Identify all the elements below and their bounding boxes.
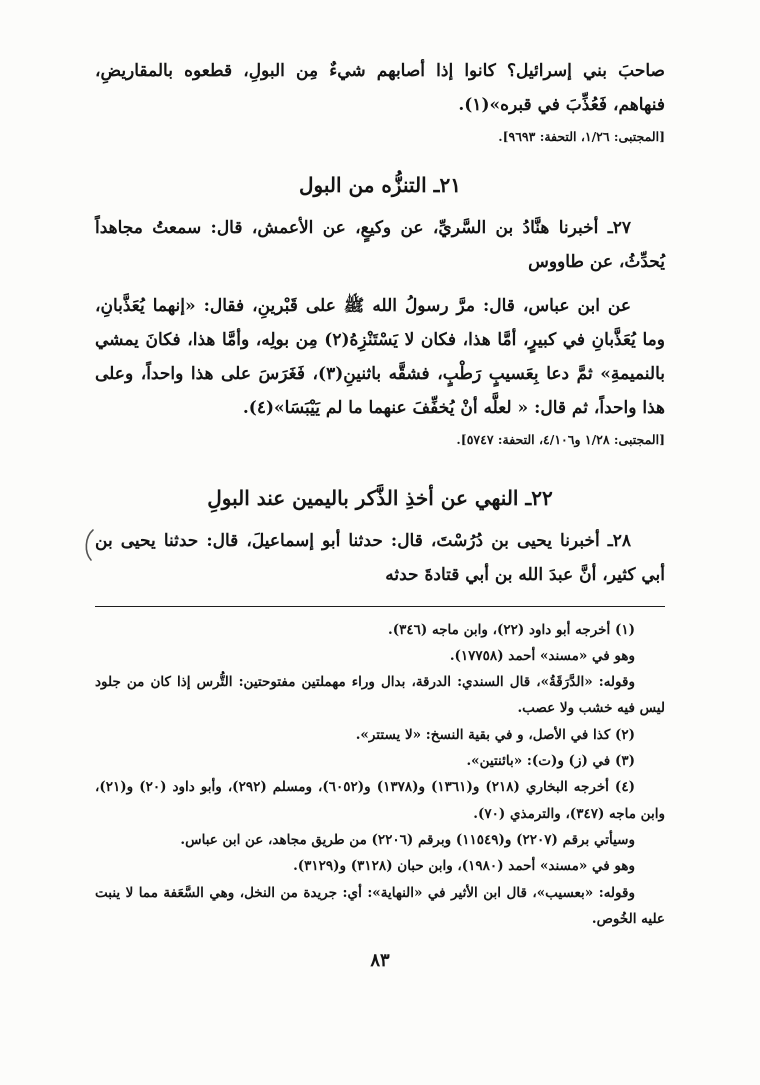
page-number: ٨٣ [370,950,390,972]
footnote-1-cont: وهو في «مسند» أحمد (١٧٧٥٨). [449,647,635,664]
footnote-3: (٣) في (ز) و(ت): «بائنتين». [466,753,635,770]
footnotes-block [95,606,665,933]
footnote-1: (١) أخرجه أبو داود (٢٢)، وابن ماجه (٣٤٦). [388,621,635,638]
pen-mark-icon [82,528,96,562]
hadith-28-isnad: ٢٨ـ أخبرنا يحيى بن دُرُسْتَ، قال: حدثنا أبو إسماعيلَ، قال: حدثنا يحيى بن أبي كثير، أنَّ عبدَ الله بن أبي قتادةَ حدثه [95,530,665,585]
reference-line: [المجتبى: ١/٢٦، التحفة: ٩٦٩٣]. [498,129,665,144]
footnote-2: (٢) كذا في الأصل، و في بقية النسخ: «لا يستتر». [355,726,635,743]
footnote-4-cont: وقوله: «بعسيب»، قال ابن الأثير في «النهاية»: أي: جريدة من النخل، وهي السَّعَفة مما لا ينبت عليه الخُوص. [95,884,665,927]
section-21-heading: ٢١ـ التنزُّه من البول [299,172,461,197]
footnote-4-cont: وهو في «مسند» أحمد (١٩٨٠)، وابن حبان (٣١٢٨) و(٣١٢٩). [293,858,635,875]
continued-paragraph: صاحبَ بني إسرائيل؟ كانوا إذا أصابهم شيءٌ مِن البولِ، قطعوه بالمقاريضِ، فنهاهم، فَعُذِّبَ في قبره»(١). [95,61,665,115]
footnote-4: (٤) أخرجه البخاري (٢١٨) و(١٣٦١) و(١٣٧٨) و(٦٠٥٢)، ومسلم (٢٩٢)، وأبو داود (٢٠) و(٢١)، وابن ماجه (٣٤٧)، والترمذي (٧٠). [95,779,665,822]
hadith-27-isnad: ٢٧ـ أخبرنا هنَّادُ بن السَّريِّ، عن وكيعٍ، عن الأعمش، قال: سمعتُ مجاهداً يُحدِّثُ، عن طاووس [95,217,665,272]
section-22-heading: ٢٢ـ النهي عن أخذِ الذَّكر باليمين عند البولِ [207,485,553,510]
hadith-27-matn: عن ابن عباس، قال: مرَّ رسولُ الله ﷺ على قَبْرينِ، فقال: «إنهما يُعَذَّبانِ، وما يُعَذَّبانِ في كبيرٍ، أمَّا هذا، فكان لا يَسْتَنْزِهُ(٢) مِن بولِه، وأمَّا هذا، فكانَ يمشي بالنميمةِ» ثمَّ دعا بِعَسيبٍ رَطْبٍ، فشقَّه باثنينِ(٣)، فَغَرَسَ على هذا واحداً، وعلى هذا واحداً، ثم قال: « لعلَّه أنْ يُخفِّفَ عنهما ما لم يَيْبَسَا»(٤). [95,295,665,418]
footnote-1-cont: وقوله: «الدَّرَقَةُ»، قال السندي: الدرقة، بدال وراء مهملتين مفتوحتين: التُّرس إذا كان من جلود ليس فيه خشب ولا عصب. [95,674,665,717]
reference-line: [المجتبى: ١/٢٨ و٤/١٠٦، التحفة: ٥٧٤٧]. [456,431,665,447]
footnote-4-cont: وسيأتي برقم (٢٢٠٧) و(١١٥٤٩) وبرقم (٢٢٠٦) من طريق مجاهد، عن ابن عباس. [180,832,635,848]
